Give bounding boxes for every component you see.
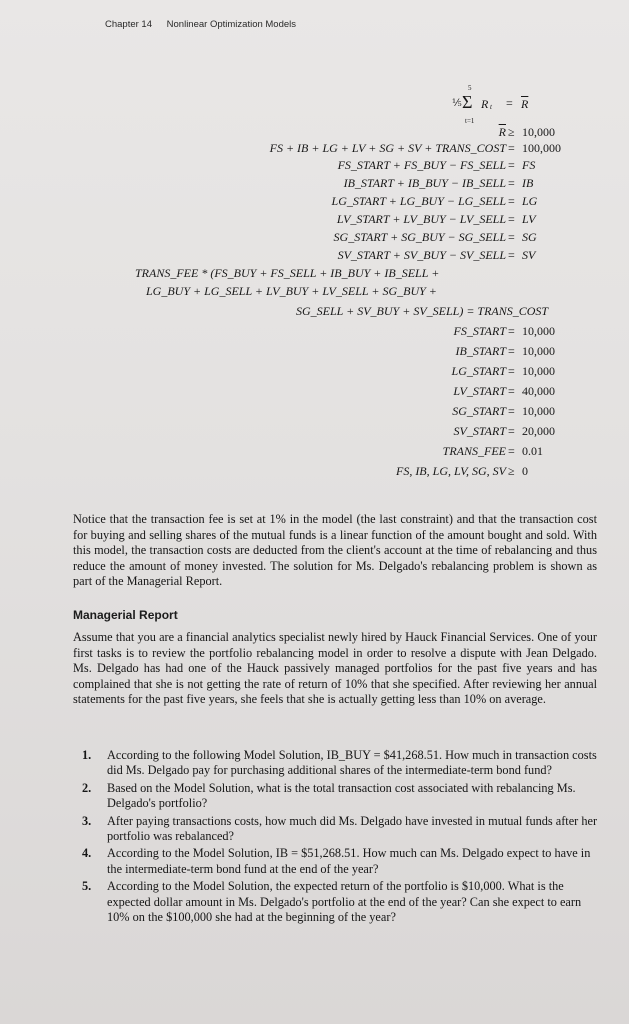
- start-op: =: [508, 344, 515, 358]
- constraint-op: =: [508, 212, 515, 226]
- fraction: ⅕: [452, 98, 462, 109]
- constraint-op: =: [508, 158, 515, 172]
- question-text: According to the following Model Solution, IB_BUY = $41,268.51. How much in transaction costs did Ms. Delgado pay for purchasing additional shares of the intermediate-term bond fund?: [107, 748, 597, 778]
- sum-upper-limit: 5: [468, 84, 472, 92]
- return-subscript: t: [490, 103, 492, 111]
- sum-lower-limit: t=1: [465, 117, 475, 125]
- constraint-lhs: IB_START + IB_BUY − IB_SELL: [343, 176, 506, 190]
- constraint-line: [150, 212, 506, 226]
- chapter-number: Chapter 14: [105, 19, 153, 30]
- constraint-rhs: LV: [522, 212, 536, 226]
- start-rhs: 20,000: [522, 424, 555, 438]
- question-number: 3.: [82, 813, 92, 828]
- question-item: [82, 814, 600, 845]
- start-op: =: [508, 424, 515, 438]
- constraint-rhs: IB: [522, 176, 534, 190]
- constraint-op: =: [508, 230, 515, 244]
- start-rhs: 10,000: [522, 344, 555, 358]
- constraint-lhs: FS + IB + LG + LV + SG + SV + TRANS_COST: [269, 141, 506, 155]
- constraint-rhs: SG: [522, 230, 537, 244]
- constraint-line: [150, 141, 506, 155]
- question-item: [82, 846, 600, 877]
- constraint-rhs: LG: [522, 194, 538, 208]
- constraint-rhs: 100,000: [522, 141, 561, 155]
- managerial-report-heading: Managerial Report: [73, 608, 178, 622]
- question-text: According to the Model Solution, the expected return of the portfolio is $10,000. What is the expected dollar amount in Ms. Delgado's portfolio at the end of the year? Can she expect to earn 10% on the $100,000 she had at the beginning of the year?: [107, 879, 582, 925]
- notice-paragraph: Notice that the transaction fee is set at 1% in the model (the last constraint) and that the transaction cost for buying and selling shares of the mutual funds is a linear function of the amount bought and sold. With this model, the transaction costs are deducted from the client's account at the time of rebalancing and thus reduce the amount of money invested. The solution for Ms. Delgado's rebalancing problem is shown as part of the Managerial Report.: [73, 512, 597, 589]
- start-lhs: IB_START: [455, 344, 506, 358]
- equals-sign: =: [506, 96, 513, 110]
- constraint-line: [150, 248, 506, 262]
- trans-fee-line-2: LG_BUY + LG_SELL + LV_BUY + LV_SELL + SG_BUY +: [146, 284, 437, 298]
- constraint-op: =: [508, 141, 515, 155]
- start-lhs: SV_START: [453, 424, 506, 438]
- constraint-lhs: SG_START + SG_BUY − SG_SELL: [333, 230, 506, 244]
- question-item: [82, 781, 600, 812]
- nonnegativity-rhs: 0: [522, 464, 528, 478]
- nonnegativity-line: [300, 464, 506, 478]
- start-op: =: [508, 444, 515, 458]
- question-text: Based on the Model Solution, what is the total transaction cost associated with rebalancing Ms. Delgado's portfolio?: [107, 780, 576, 811]
- start-line: [300, 324, 506, 338]
- report-paragraph: Assume that you are a financial analytics specialist newly hired by Hauck Financial Services. One of your first tasks is to review the portfolio rebalancing model in order to resolve a dispute with Jean Delgado. Ms. Delgado has had one of the Hauck passively managed portfolios for the past five years and has complained that she is not getting the rate of return of 10% that she specified. After reviewing her annual statements for the past five years, she feels that she is actually getting less than 10% on average.: [73, 630, 597, 707]
- constraint-rhs: 10,000: [522, 125, 555, 139]
- constraint-op: =: [508, 176, 515, 190]
- optimization-model: [0, 72, 629, 502]
- start-rhs: 10,000: [522, 364, 555, 378]
- question-number: 4.: [82, 846, 92, 861]
- trans-fee-line-3: SG_SELL + SV_BUY + SV_SELL) = TRANS_COST: [296, 304, 549, 318]
- constraint-lhs: FS_START + FS_BUY − FS_SELL: [337, 158, 506, 172]
- constraint-lhs: LV_START + LV_BUY − LV_SELL: [336, 212, 506, 226]
- constraint-line: [150, 194, 506, 208]
- nonnegativity-op: ≥: [508, 464, 515, 478]
- start-rhs: 10,000: [522, 404, 555, 418]
- question-text: After paying transactions costs, how much did Ms. Delgado have invested in mutual funds after her portfolio was rebalanced?: [107, 813, 598, 844]
- constraint-rhs: SV: [522, 248, 536, 262]
- sigma-symbol: Σ: [462, 92, 473, 112]
- constraint-lhs: LG_START + LG_BUY − LG_SELL: [331, 194, 506, 208]
- start-line: [300, 384, 506, 398]
- start-lhs: LV_START: [453, 384, 506, 398]
- running-head: [105, 19, 296, 30]
- constraint-op: ≥: [508, 125, 515, 139]
- start-rhs: 0.01: [522, 444, 543, 458]
- start-op: =: [508, 324, 515, 338]
- chapter-title: Nonlinear Optimization Models: [166, 19, 297, 30]
- constraint-rhs: FS: [522, 158, 536, 172]
- question-number: 1.: [82, 748, 92, 762]
- question-number: 2.: [82, 780, 92, 795]
- start-op: =: [508, 384, 515, 398]
- nonnegativity-lhs: FS, IB, LG, LV, SG, SV: [395, 464, 506, 478]
- constraint-line: [150, 158, 506, 172]
- start-line: [300, 364, 506, 378]
- start-rhs: 40,000: [522, 384, 555, 398]
- average-return-constraint: [452, 84, 532, 124]
- mean-return: $\overline{R}$: [521, 97, 529, 111]
- constraint-line: [150, 176, 506, 190]
- start-line: [300, 444, 506, 458]
- constraint-line: [150, 230, 506, 244]
- question-number: 5.: [82, 879, 92, 894]
- start-lhs: SG_START: [452, 404, 506, 418]
- start-lhs: LG_START: [451, 364, 506, 378]
- trans-fee-line-1: TRANS_FEE * (FS_BUY + FS_SELL + IB_BUY + IB_SELL +: [135, 266, 440, 280]
- constraint-line: [150, 125, 506, 139]
- start-line: [300, 424, 506, 438]
- start-op: =: [508, 404, 515, 418]
- constraint-lhs: SV_START + SV_BUY − SV_SELL: [337, 248, 506, 262]
- constraint-lhs: $\overline{R}$: [498, 125, 506, 139]
- start-rhs: 10,000: [522, 324, 555, 338]
- start-op: =: [508, 364, 515, 378]
- return-variable: R: [481, 97, 489, 111]
- constraint-op: =: [508, 194, 515, 208]
- constraint-op: =: [508, 248, 515, 262]
- start-line: [300, 404, 506, 418]
- question-list: [82, 748, 600, 927]
- question-item: [82, 748, 600, 779]
- start-line: [300, 344, 506, 358]
- start-lhs: FS_START: [453, 324, 506, 338]
- question-text: According to the Model Solution, IB = $51,268.51. How much can Ms. Delgado expect to have in the intermediate-term bond fund at the end of the year?: [107, 846, 591, 876]
- question-item: [82, 879, 600, 925]
- start-lhs: TRANS_FEE: [442, 444, 506, 458]
